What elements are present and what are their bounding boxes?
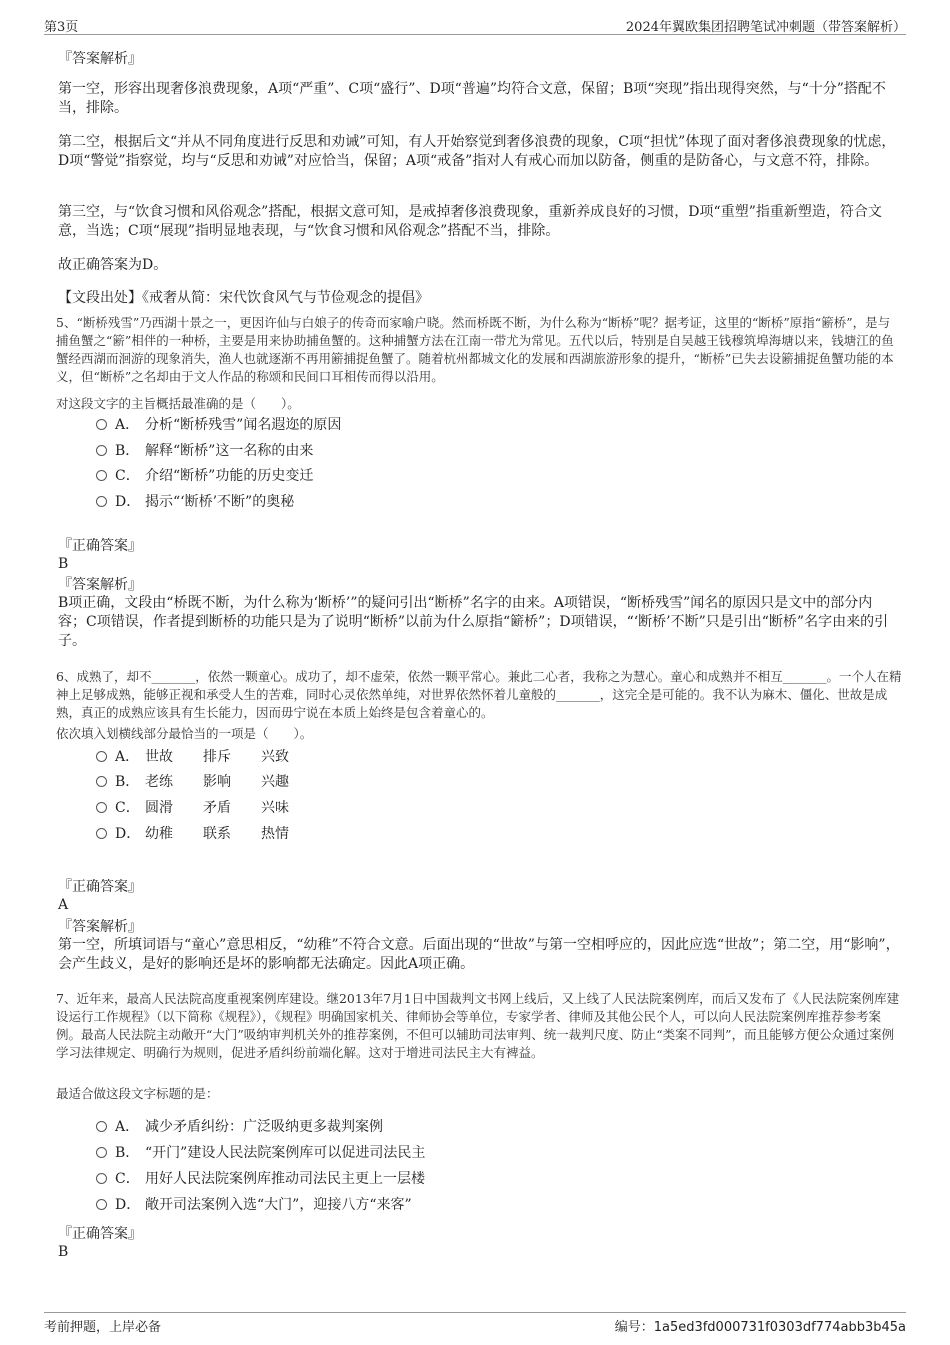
q4-analysis-p3: 第三空，与“饮食习惯和风俗观念”搭配，根据文意可知，是戒掉奢侈浪费现象，重新养成良好的习惯，D项“重塑”指重新塑造，符合文意，当选；C项“展现”指明显地表现，与“饮食习惯和风俗观念”搭配不当，排除。: [58, 204, 882, 239]
q5-answer: B: [58, 556, 69, 572]
q6-answer: A: [58, 897, 69, 913]
document-id: 编号：1a5ed3fd000731f0303df774abb3b45a: [614, 1320, 906, 1335]
q7-stem: 7、近年来，最高人民法院高度重视案例库建设。继2013年7月1日中国裁判文书网上线后，又上线了人民法院案例库，而后又发布了《人民法院案例库建设运行工作规程》（以下简称《规程》），《规程》明确国家机关、律师协会等单位，专家学者、律师及其他公民个人，可以向人民法院案例库推荐参考案例。最高人民法院主动敞开“大门”吸纳审判机关外的推荐案例，不但可以辅助司法审判、统一裁判尺度、防止“类案不同判”，而且能够方便公众通过案例学习法律规定、明确行为规则，促进矛盾纠纷前端化解。这对于增进司法民主大有裨益。: [56, 991, 900, 1060]
radio-icon[interactable]: [96, 776, 107, 787]
radio-icon[interactable]: [96, 802, 107, 813]
q7-option-c[interactable]: C． 用好人民法院案例库推动司法民主更上一层楼: [96, 1169, 425, 1189]
q5-prompt: 对这段文字的主旨概括最准确的是（ ）。: [56, 396, 300, 411]
q6-option-b[interactable]: B． 老练 影响 兴趣: [96, 772, 289, 792]
document-title: 2024年翼欧集团招聘笔试冲刺题（带答案解析）: [625, 20, 906, 35]
q6-analysis-heading: 『答案解析』: [58, 919, 142, 935]
q6-stem: 6、成熟了，却不_______，依然一颗童心。成功了，却不虚荣，依然一颗平常心。兼此二心者，我称之为慧心。童心和成熟并不相互_______。一个人在精神上足够成熟，能够正视和承受人生的苦难，同时心灵依然单纯，对世界依然怀着儿童般的_______，这完全是可能的。我不认为麻木、僵化、世故是成熟，真正的成熟应该具有生长能力，因而毋宁说在本质上始终是包含着童心的。: [56, 669, 902, 720]
footer-slogan: 考前押题，上岸必备: [44, 1320, 162, 1335]
page-footer: [44, 1312, 906, 1335]
page-number: 第3页: [44, 20, 79, 35]
q5-answer-heading: 『正确答案』: [58, 538, 142, 554]
radio-icon[interactable]: [96, 419, 107, 430]
q4-analysis-p2: 第二空，根据后文“并从不同角度进行反思和劝诫”可知，有人开始察觉到奢侈浪费的现象，C项“担忧”体现了面对奢侈浪费现象的忧虑，D项“警觉”指察觉，均与“反思和劝诫”对应恰当，保留；A项“戒备”指对人有戒心而加以防备，侧重的是防备心，与文意不符，排除。: [58, 134, 896, 169]
radio-icon[interactable]: [96, 496, 107, 507]
page-header: [44, 14, 906, 35]
q5-option-c[interactable]: C． 介绍“断桥”功能的历史变迁: [96, 466, 313, 486]
q5-option-d[interactable]: D． 揭示“‘断桥’不断”的奥秘: [96, 492, 294, 512]
q6-option-a[interactable]: A． 世故 排斥 兴致: [96, 747, 289, 767]
radio-icon[interactable]: [96, 1173, 107, 1184]
radio-icon[interactable]: [96, 445, 107, 456]
analysis-heading: 『答案解析』: [58, 51, 142, 67]
q7-answer: B: [58, 1244, 69, 1260]
q5-stem: 5、“断桥残雪”乃西湖十景之一，更因许仙与白娘子的传奇而家喻户晓。然而桥既不断，为什么称为“断桥”呢？据考证，这里的“断桥”原指“簖桥”，是与捕鱼蟹之“簖”相伴的一种桥，主要是用来协助捕鱼蟹的。这种捕蟹方法在江南一带尤为常见。五代以后，特别是自吴越王钱穆筑埠海塘以来，钱塘江的鱼蟹经西湖而洄游的现象消失，渔人也就逐渐不再用簖捕捉鱼蟹了。随着杭州都城文化的发展和西湖旅游形象的提升，“断桥”已失去设簖捕捉鱼蟹功能的本义，但“断桥”之名却由于文人作品的称颂和民间口耳相传而得以沿用。: [56, 315, 894, 384]
radio-icon[interactable]: [96, 751, 107, 762]
q5-analysis-heading: 『答案解析』: [58, 577, 142, 593]
radio-icon[interactable]: [96, 1199, 107, 1210]
q6-prompt: 依次填入划横线部分最恰当的一项是（ ）。: [56, 726, 313, 741]
q7-option-d[interactable]: D． 敞开司法案例入选“大门”，迎接八方“来客”: [96, 1195, 412, 1215]
q6-analysis: 第一空，所填词语与“童心”意思相反，“幼稚”不符合文意。后面出现的“世故”与第一空相呼应的，因此应选“世故”；第二空，用“影响”，会产生歧义，是好的影响还是坏的影响都无法确定。因此A项正确。: [58, 937, 900, 972]
q7-option-a[interactable]: A． 减少矛盾纠纷：广泛吸纳更多裁判案例: [96, 1117, 383, 1137]
radio-icon[interactable]: [96, 828, 107, 839]
q4-conclusion: 故正确答案为D。: [58, 257, 168, 273]
q7-prompt: 最适合做这段文字标题的是：: [56, 1086, 219, 1101]
radio-icon[interactable]: [96, 1121, 107, 1132]
radio-icon[interactable]: [96, 1147, 107, 1158]
q6-option-c[interactable]: C． 圆滑 矛盾 兴味: [96, 798, 289, 818]
radio-icon[interactable]: [96, 470, 107, 481]
q6-option-d[interactable]: D． 幼稚 联系 热情: [96, 824, 289, 844]
q7-option-b[interactable]: B． “开门”建设人民法院案例库可以促进司法民主: [96, 1143, 425, 1163]
q4-analysis-p1: 第一空，形容出现奢侈浪费现象，A项“严重”、C项“盛行”、D项“普遍”均符合文意，保留；B项“突现”指出现得突然，与“十分”搭配不当，排除。: [58, 81, 886, 116]
q5-option-a[interactable]: A． 分析“断桥残雪”闻名遐迩的原因: [96, 415, 341, 435]
q4-source: 【文段出处】《戒奢从简：宋代饮食风气与节俭观念的提倡》: [58, 290, 429, 306]
q6-answer-heading: 『正确答案』: [58, 879, 142, 895]
q7-answer-heading: 『正确答案』: [58, 1226, 142, 1242]
q5-analysis: B项正确，文段由“桥既不断，为什么称为‘断桥’”的疑问引出“断桥”名字的由来。A项错误，“断桥残雪”闻名的原因只是文中的部分内容；C项错误，作者提到断桥的功能只是为了说明“断桥”以前为什么原指“簖桥”；D项错误，“‘断桥’不断”只是引出“断桥”名字由来的引子。: [58, 595, 889, 649]
q5-option-b[interactable]: B． 解释“断桥”这一名称的由来: [96, 441, 313, 461]
